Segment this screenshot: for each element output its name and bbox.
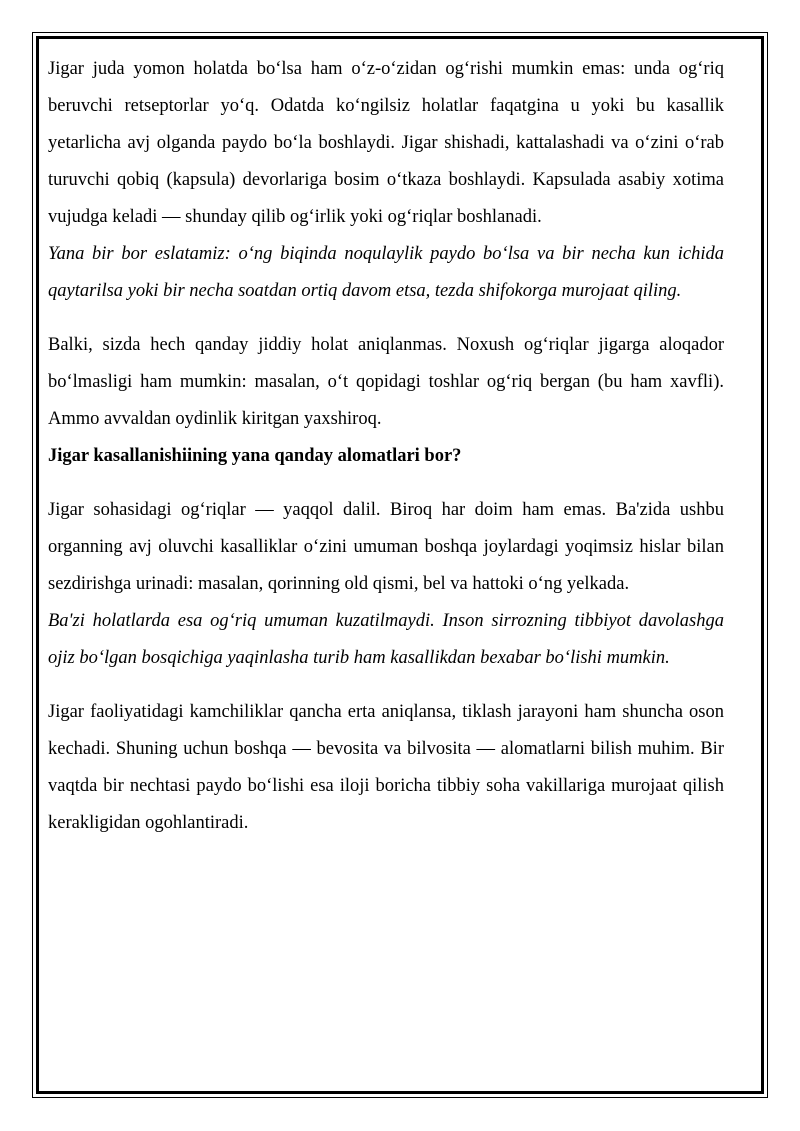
paragraph-early-detection: Jigar faoliyatidagi kamchiliklar qancha erta aniqlansa, tiklash jarayoni ham shuncha oson kechadi. Shuning uchun boshqa — bevosita va bilvosita — alomatlarni bilish muhim. Bir vaqtda bir nechtasi paydo boʻlishi esa iloji boricha tibbiy soha vakillariga murojaat qilish kerakligidan ogohlantiradi. [48,702,724,833]
paragraph-liver-pain-mechanism: Jigar juda yomon holatda boʻlsa ham oʻz-oʻzidan ogʻrishi mumkin emas: unda ogʻriq beruvchi retseptorlar yoʻq. Odatda koʻngilsiz holatlar faqatgina u yoki bu kasallik yetarlicha avj olganda paydo boʻla boshlaydi. Jigar shishadi, kattalashadi va oʻzini oʻrab turuvchi qobiq (kapsula) devorlariga bosim oʻtkaza boshlaydi. Kapsulada asabiy xotima vujudga keladi — shunday qilib ogʻirlik yoki ogʻriqlar boshlanadi. [48,59,724,227]
paragraph-referred-pain: Jigar sohasidagi ogʻriqlar — yaqqol dalil. Biroq har doim ham emas. Ba'zida ushbu organning avj oluvchi kasalliklar oʻzini umuman boshqa joylardagi yoqimsiz hislar bilan sezdirishga urinadi: masalan, qorinning old qismi, bel va hattoki oʻng yelkada. [48,500,724,594]
section-heading-symptoms: Jigar kasallanishiining yana qanday alomatlari bor? [48,446,462,466]
paragraph-doctor-reminder: Yana bir bor eslatamiz: oʻng biqinda noqulaylik paydo boʻlsa va bir necha kun ichida qaytarilsa yoki bir necha soatdan ortiq davom etsa, tezda shifokorga murojaat qiling. [48,244,724,301]
document-body [48,51,724,842]
paragraph-possible-causes: Balki, sizda hech qanday jiddiy holat aniqlanmas. Noxush ogʻriqlar jigarga aloqador boʻlmasligi ham mumkin: masalan, oʻt qopidagi toshlar ogʻriq bergan (bu ham xavfli). Ammo avvaldan oydinlik kiritgan yaxshiroq. [48,335,724,429]
paragraph-no-pain-warning: Ba'zi holatlarda esa ogʻriq umuman kuzatilmaydi. Inson sirrozning tibbiyot davolashga ojiz boʻlgan bosqichiga yaqinlasha turib ham kasallikdan bexabar boʻlishi mumkin. [48,611,724,668]
